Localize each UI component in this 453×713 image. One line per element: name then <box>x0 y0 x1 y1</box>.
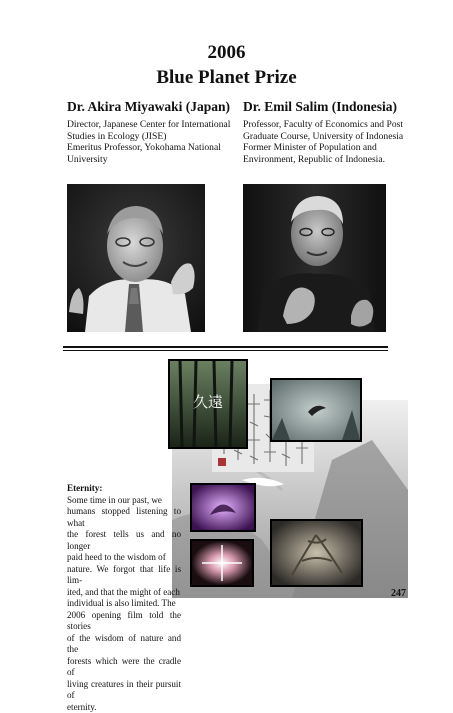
film-still-purple <box>190 483 256 532</box>
year-heading: 2006 <box>0 42 453 64</box>
caption-line: paid heed to the wisdom of <box>67 552 181 564</box>
laureate-2-line: Graduate Course, University of Indonesia <box>243 131 413 143</box>
caption-line: humans stopped listening to what <box>67 506 181 529</box>
divider-rule-bottom <box>63 350 388 351</box>
film-title-kanji: 久遠 <box>170 391 246 412</box>
laureate-2-line: Professor, Faculty of Economics and Post <box>243 119 413 131</box>
collage-caption <box>67 483 181 713</box>
laureate-1-photo <box>67 184 205 332</box>
laureate-1-line: University <box>67 154 237 166</box>
caption-title: Eternity: <box>67 483 181 495</box>
laureate-1-line: Director, Japanese Center for International <box>67 119 237 131</box>
laureate-2-line: Environment, Republic of Indonesia. <box>243 154 413 166</box>
caption-line: individual is also limited. The <box>67 598 181 610</box>
laureate-2-photo <box>243 184 386 332</box>
laureate-2-line: Former Minister of Population and <box>243 142 413 154</box>
caption-line: forests which were the cradle of <box>67 656 181 679</box>
caption-line: 2006 opening film told the stories <box>67 610 181 633</box>
film-still-mist-bird <box>270 378 362 442</box>
divider-rule-top <box>63 346 388 348</box>
caption-line: nature. We forgot that life is lim- <box>67 564 181 587</box>
laureate-1-line: Studies in Ecology (JISE) <box>67 131 237 143</box>
film-still-forest <box>168 359 248 449</box>
film-still-light <box>190 539 254 587</box>
caption-line: eternity. <box>67 702 181 713</box>
laureate-2-description <box>243 119 413 165</box>
prize-title: Blue Planet Prize <box>0 67 453 89</box>
laureate-1-name: Dr. Akira Miyawaki (Japan) <box>67 99 230 115</box>
page-number: 247 <box>391 588 406 599</box>
caption-line: of the wisdom of nature and the <box>67 633 181 656</box>
laureate-1-line: Emeritus Professor, Yokohama National <box>67 142 237 154</box>
caption-line: the forest tells us and no longer <box>67 529 181 552</box>
film-still-roots <box>270 519 363 587</box>
caption-line: ited, and that the might of each <box>67 587 181 599</box>
caption-line: Some time in our past, we <box>67 495 181 507</box>
caption-line: living creatures in their pursuit of <box>67 679 181 702</box>
laureate-1-description <box>67 119 237 165</box>
laureate-2-name: Dr. Emil Salim (Indonesia) <box>243 99 397 115</box>
